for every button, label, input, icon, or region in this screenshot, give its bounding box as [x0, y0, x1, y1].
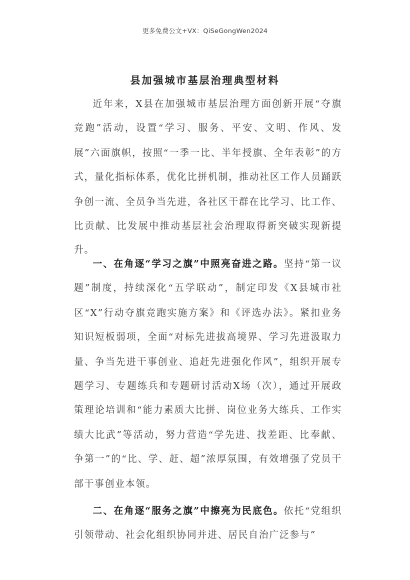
header-note: 更多免费公文+VX：QiSeGongWen2024 — [142, 27, 268, 35]
section-1-block — [74, 253, 342, 497]
section-1-paragraph — [74, 253, 342, 497]
section-1-heading: 一、在角逐“学习之旗”中照亮奋进之路。 — [92, 259, 284, 270]
intro-paragraph: 近年来，X县在加强城市基层治理方面创新开展“夺旗竞跑”活动，设置“学习、服务、平安、文明、作风、发展”六面旗帜，按照“一季一比、半年授旗、全年表彰”的方式，量化指标体系，优化比拼机制，推动社区工作人员踊跃争创一流、全员争当先进，各社区干群在比学习、比工作、比贡献、比发展中推动基层社会治理取得新突破实现新提升。 — [74, 99, 342, 257]
intro-paragraph-block — [74, 93, 342, 264]
section-2-paragraph — [74, 500, 342, 549]
section-1-text: 坚持“第一议题”制度，持续深化“五学联动”，制定印发《X县城市社区“X”行动夺旗竞跑实施方案》和《评选办法》。紧扣业务知识短板弱项，全面“对标先进拔高境界、学习先进汲取力量、争当先进干事创业、追赶先进强化作风”，组织开展专题学习、专题练兵和专题研讨活动X场（次），通过开展政策理论培训和“能力素质大比拼、岗位业务大练兵、工作实绩大比武”等活动，努力营造“学先进、找差距、比奉献、争第一”的“比、学、赶、超”浓厚氛围，有效增强了党员干部干事创业本领。 — [74, 259, 342, 490]
section-2-block — [74, 500, 342, 549]
section-2-text: 依托“党组织引领带动、社会化组织协同并进、居民自治广泛参与” — [74, 506, 342, 542]
document-title: 县加强城市基层治理典型材料 — [130, 76, 280, 87]
section-2-heading: 二、在角逐“服务之旗”中擦亮为民底色。 — [92, 506, 284, 517]
